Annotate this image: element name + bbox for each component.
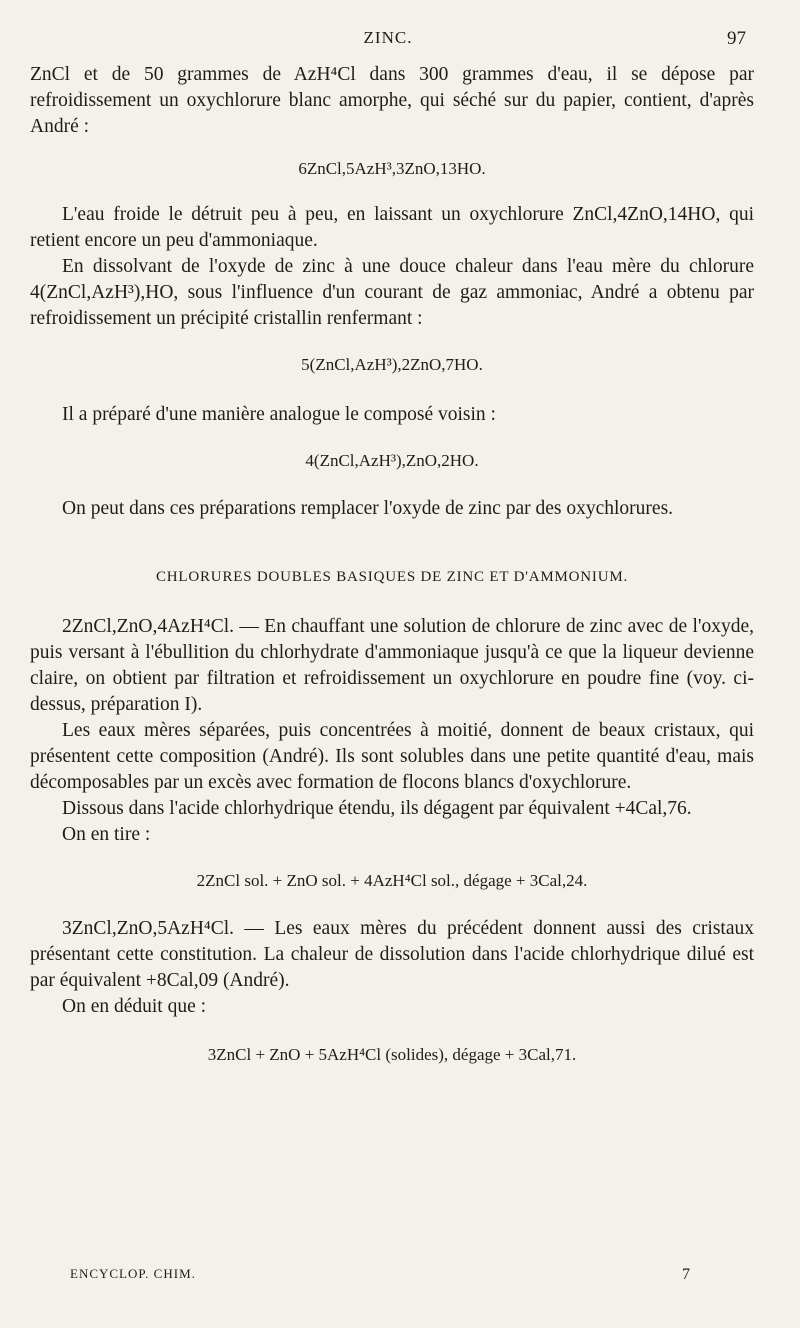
paragraph-remplacer: On peut dans ces préparations remplacer l'oxyde de zinc par des oxychlorures. — [62, 498, 674, 519]
page-footer — [70, 1266, 690, 1286]
section-title: CHLORURES DOUBLES BASIQUES DE ZINC ET D'AMMONIUM. — [155, 569, 629, 585]
paragraph-compose-voisin: Il a préparé d'une manière analogue le composé voisin : — [62, 404, 496, 425]
paragraph-eaux-meres: Les eaux mères séparées, puis concentrées à moitié, donnent de beaux cristaux, qui présentent cette composition (André). Ils sont solubles dans une petite quantité d'eau, mais décomposables par un excès avec formation de flocons blancs d'oxychlorure. — [30, 720, 754, 793]
paragraph-dissous: Dissous dans l'acide chlorhydrique étendu, ils dégagent par équivalent +4Cal,76. — [62, 798, 692, 819]
running-title: ZINC. — [363, 28, 413, 47]
paragraph-on-en-tire: On en tire : — [62, 824, 151, 845]
paragraph-3zncl: 3ZnCl,ZnO,5AzH⁴Cl. — Les eaux mères du précédent donnent aussi des cristaux présentant cette constitution. La chaleur de dissolution dans l'acide chlorhydrique dilué est par équivalent +8Cal,09 (André). — [30, 918, 754, 991]
paragraph-oxychlorure-intro: ZnCl et de 50 grammes de AzH⁴Cl dans 300 grammes d'eau, il se dépose par refroidissement un oxychlorure blanc amorphe, qui séché sur du papier, contient, d'après André : — [30, 64, 754, 137]
paragraph-on-en-deduit: On en déduit que : — [62, 996, 207, 1017]
formula-degage-3-71: 3ZnCl + ZnO + 5AzH⁴Cl (solides), dégage + 3Cal,71. — [207, 1045, 577, 1064]
page-number: 97 — [727, 28, 746, 49]
footer-signature: ENCYCLOP. CHIM. — [70, 1266, 196, 1281]
paragraph-eau-froide: L'eau froide le détruit peu à peu, en laissant un oxychlorure ZnCl,4ZnO,14HO, qui retient encore un peu d'ammoniaque. — [30, 204, 754, 251]
paragraph-dissolvant: En dissolvant de l'oxyde de zinc à une douce chaleur dans l'eau mère du chlorure 4(ZnCl,AzH³),HO, sous l'influence d'un courant de gaz ammoniac, André a obtenu par refroidissement un précipité cristallin renfermant : — [30, 256, 754, 329]
formula-oxychlorure-andre: 6ZnCl,5AzH³,3ZnO,13HO. — [298, 159, 486, 178]
formula-compose-voisin: 4(ZnCl,AzH³),ZnO,2HO. — [305, 451, 479, 470]
formula-precipite-cristallin: 5(ZnCl,AzH³),2ZnO,7HO. — [301, 355, 483, 374]
paragraph-2zncl-preparation: 2ZnCl,ZnO,4AzH⁴Cl. — En chauffant une solution de chlorure de zinc avec de l'oxyde, puis versant à l'ébullition du chlorhydrate d'ammoniaque jusqu'à ce que la liqueur devienne claire, on obtient par filtration et refroidissement un oxychlorure en poudre fine (voy. ci-dessus, préparation I). — [30, 616, 754, 715]
page-body — [30, 62, 754, 1092]
footer-sheet-number: 7 — [682, 1266, 690, 1283]
formula-degage-3-24: 2ZnCl sol. + ZnO sol. + 4AzH⁴Cl sol., dégage + 3Cal,24. — [196, 871, 588, 890]
page-header — [30, 28, 746, 54]
